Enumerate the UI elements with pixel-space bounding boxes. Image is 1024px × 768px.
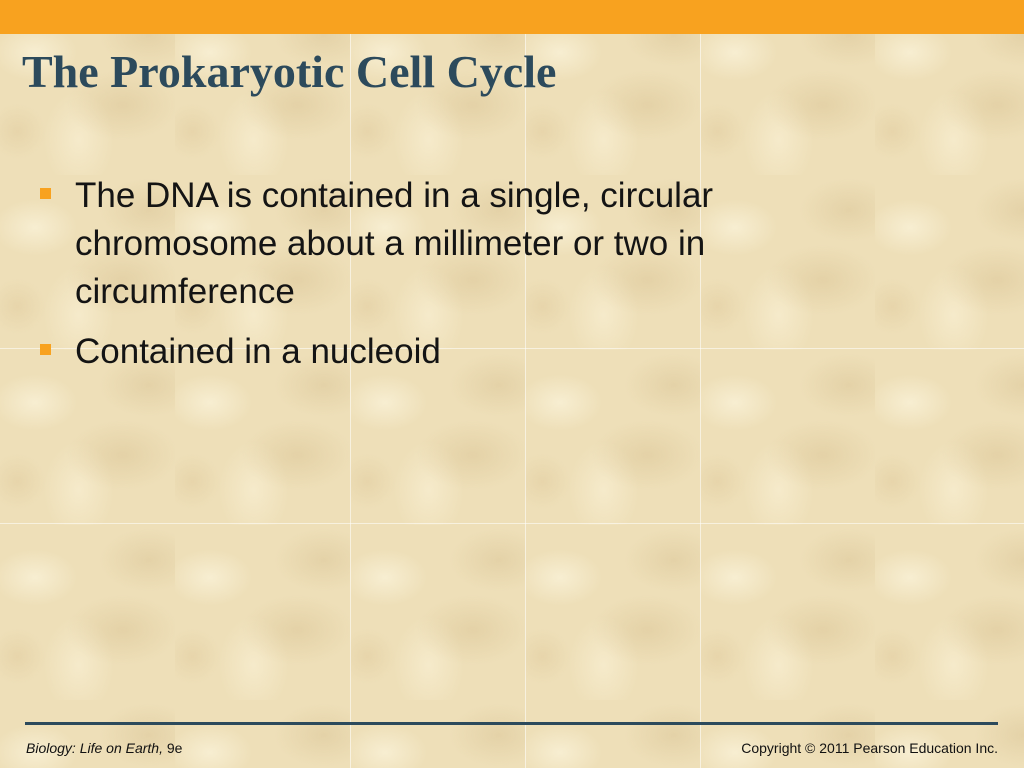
square-bullet-icon — [40, 344, 51, 355]
background-grid-line — [525, 34, 526, 768]
background-grid-line — [350, 34, 351, 768]
background-grid-line — [0, 523, 1024, 524]
bullet-list — [38, 172, 838, 388]
footer-edition: 9e — [162, 740, 183, 756]
bullet-item — [38, 328, 838, 376]
footer-book-citation — [26, 739, 182, 757]
bullet-text: Contained in a nucleoid — [75, 332, 441, 371]
slide-title: The Prokaryotic Cell Cycle — [22, 46, 557, 97]
top-accent-bar — [0, 0, 1024, 34]
background-grid-line — [700, 34, 701, 768]
footer-book-title: Biology: Life on Earth, — [26, 740, 163, 756]
bullet-item — [38, 172, 838, 316]
bullet-text: The DNA is contained in a single, circular chromosome about a millimeter or two in circumference — [75, 176, 714, 311]
footer-copyright: Copyright © 2011 Pearson Education Inc. — [741, 740, 998, 756]
square-bullet-icon — [40, 188, 51, 199]
footer-divider — [25, 722, 998, 725]
